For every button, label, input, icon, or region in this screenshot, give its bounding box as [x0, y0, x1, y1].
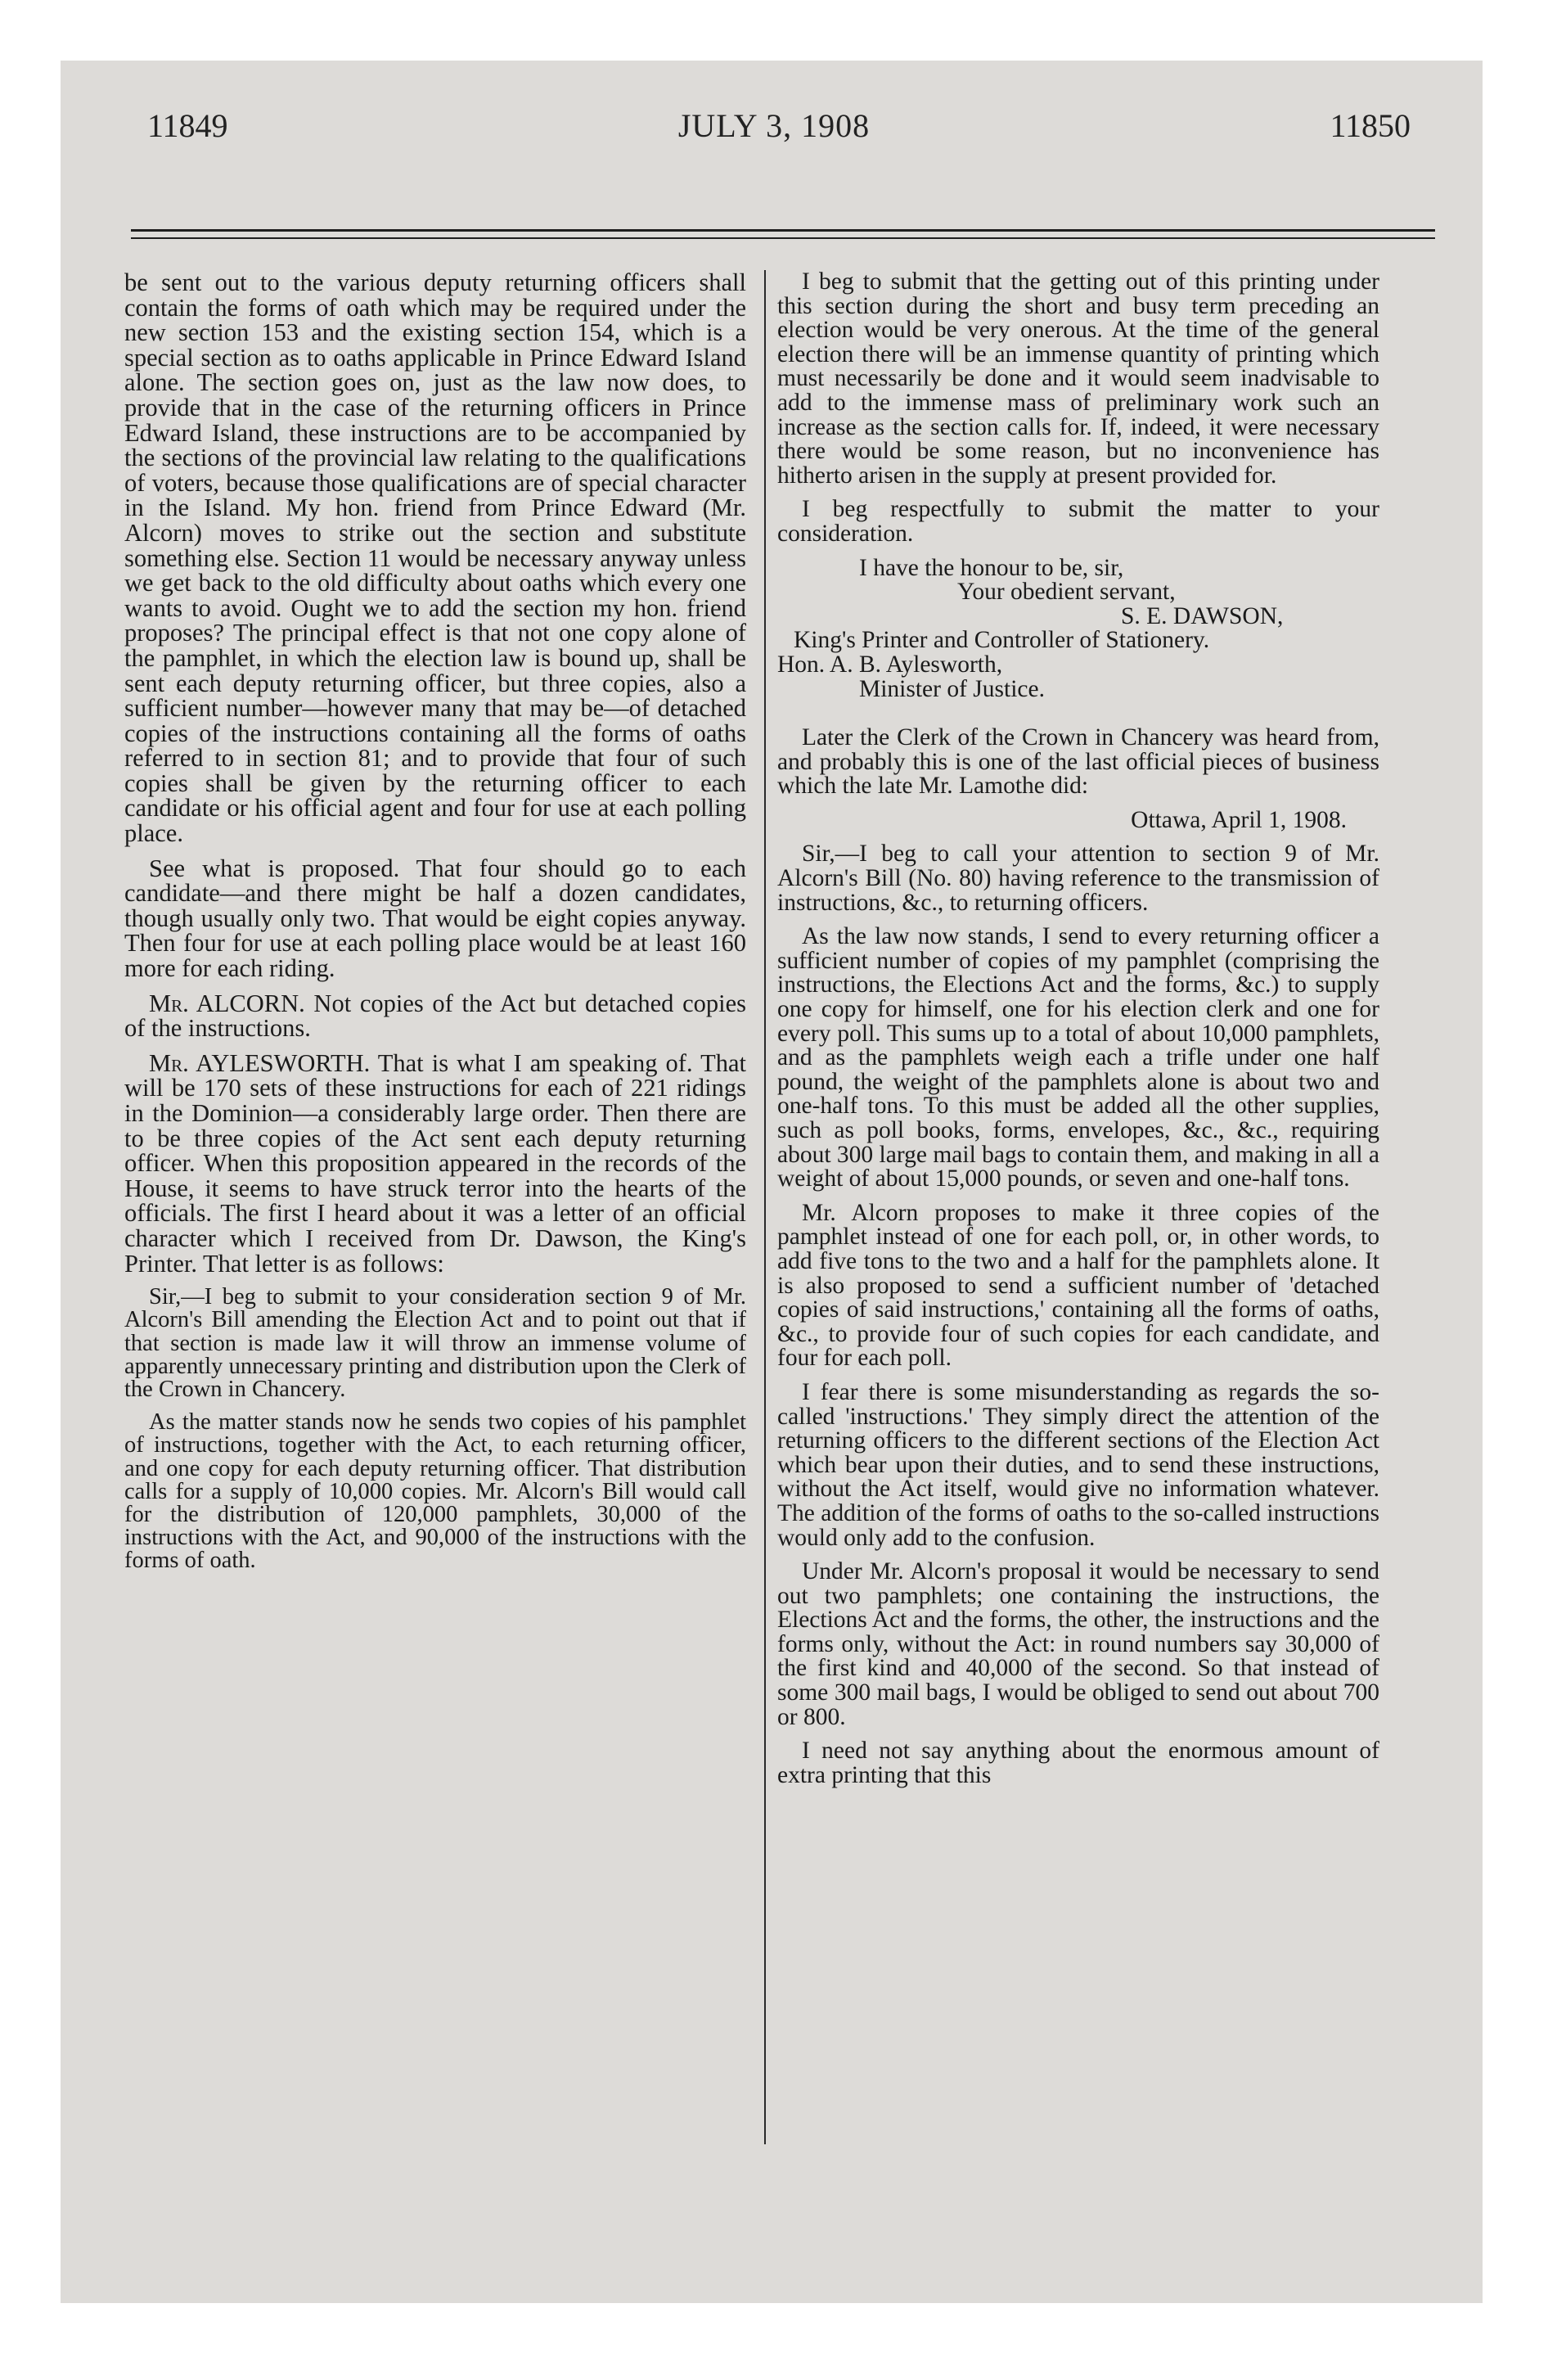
right-column	[777, 270, 1379, 1797]
letter-signature-block	[777, 554, 1379, 702]
letter-paragraph: Sir,—I beg to call your attention to section 9 of Mr. Alcorn's Bill (No. 80) having reference to the transmission of instructions, &c., to returning officers.	[777, 841, 1379, 916]
speech-text: That is what I am speaking of. That will be 170 sets of these instructions for each of 221 ridings in the Dominion—a considerably large order. Then there are to be three copies of the Act sent each deputy returning officer. When this proposition appeared in the records of the House, it seems to have struck terror into the hearts of the officials. The first I heard about it was a letter of an official character which I received from Dr. Dawson, the King's Printer. That letter is as follows:	[124, 1048, 747, 1278]
speech-text: Not copies of the Act but detached copies of the instructions.	[124, 989, 746, 1043]
left-page-number: 11849	[147, 107, 228, 144]
paragraph: See what is proposed. That four should go to each candidate—and there might be half a dozen candidates, though usually only two. That would be eight copies anyway. Then four for use at each polling place would be at least 160 more for each riding.	[124, 854, 746, 983]
speaker-name: Mr. ALCORN.	[149, 989, 305, 1017]
signature: S. E. DAWSON,	[1121, 602, 1284, 629]
issue-date: JULY 3, 1908	[677, 107, 871, 144]
paragraph: be sent out to the various deputy returning officers shall contain the forms of oath which may be required under the new section 153 and the existing section 154, which is a special section as to oaths applicable in Prince Edward Island alone. The section goes on, just as the law now does, to provide that in the case of the returning officers in Prince Edward Island, these instructions are to be accompanied by the sections of the provincial law relating to the qualifications of voters, because those qualifications are of special character in the Island. My hon. friend from Prince Edward (Mr. Alcorn) moves to strike out the section and substitute something else. Section 11 would be necessary anyway unless we get back to the old difficulty about oaths which every one wants to avoid. Ought we to add the section my hon. friend proposes? The principal effect is that not one copy alone of the pamphlet, in which the election law is bound up, shall be sent each deputy returning officer, but three copies, also a sufficient number—however many that may be—of detached copies of the instructions containing all the forms of oaths referred to in section 81; and to provide that four of such copies shall be given by the returning officer to each candidate or his official agent and four for use at each polling place.	[124, 268, 746, 848]
letter-paragraph: Under Mr. Alcorn's proposal it would be necessary to send out two pamphlets; one containing the instructions, the Elections Act and the forms, the other, the instructions and the forms only, without the Act: in round numbers say 30,000 of the first kind and 40,000 of the second. So that instead of some 300 mail bags, I would be obliged to send out about 700 or 800.	[777, 1558, 1379, 1730]
letter-paragraph: I beg to submit that the getting out of this printing under this section during the short and busy term preceding an election would be very onerous. At the time of the general election there will be an immense quantity of printing which must necessarily be done and it would seem inadvisable to add to the immense mass of preliminary work such an increase as the section calls for. If, indeed, it were necessary there would be some reason, but no inconvenience has hitherto arisen in the supply at present provided for.	[777, 268, 1379, 489]
speaker-paragraph	[124, 991, 746, 1041]
letter-paragraph: I fear there is some misunderstanding as regards the so-called 'instructions.' They simply direct the attention of the returning officers to the different sections of the Election Act which bear upon their duties, and to send these instructions, without the Act itself, would give no information whatever. The addition of the forms of oaths to the so-called instructions would only add to the confusion.	[777, 1378, 1379, 1551]
dateline: Ottawa, April 1, 1908.	[1131, 806, 1347, 833]
letter-paragraph: As the matter stands now he sends two copies of his pamphlet of instructions, together with the Act, to each returning officer, and one copy for each deputy returning officer. That distribution calls for a supply of 10,000 copies. Mr. Alcorn's Bill would call for the distribution of 120,000 pamphlets, 30,000 of the instructions with the Act, and 90,000 of the instructions with the forms of oath.	[124, 1409, 746, 1574]
addressee-title: Minister of Justice.	[859, 675, 1045, 702]
right-page-number: 11850	[1330, 107, 1411, 144]
letter-paragraph: I beg respectfully to submit the matter to your consideration.	[777, 496, 1379, 547]
letter-paragraph: Mr. Alcorn proposes to make it three copies of the pamphlet instead of one for each poll, or, in other words, to add five tons to the two and a half for the pamphlets alone. It is also proposed to send a sufficient number of 'detached copies of said instructions,' containing all the forms of oaths, &c., to provide four of such copies for each candidate, and four for each poll.	[777, 1199, 1379, 1372]
addressee: Hon. A. B. Aylesworth,	[777, 651, 1003, 678]
letter-paragraph: As the law now stands, I send to every returning officer a sufficient number of copies of my pamphlet (comprising the instructions, the Elections Act and the forms, &c.) to supply one copy for himself, one for his election clerk and one for every poll. This sums up to a total of about 10,000 pamphlets, and as the pamphlets weigh each a trifle under one half pound, the weight of the pamphlets alone is about two and one-half tons. To this must be added all the other supplies, such as poll books, forms, envelopes, &c., &c., requiring about 300 large mail bags to contain them, and making in all a weight of about 15,000 pounds, or seven and one-half tons.	[777, 923, 1379, 1192]
letter-paragraph: I need not say anything about the enormous amount of extra printing that this	[777, 1738, 1379, 1788]
page-header	[123, 106, 1425, 152]
speaker-name: Mr. AYLESWORTH.	[149, 1048, 371, 1077]
header-rule	[131, 229, 1435, 232]
paragraph: Later the Clerk of the Crown in Chancery was heard from, and probably this is one of the last official pieces of business which the late Mr. Lamothe did:	[777, 724, 1379, 800]
closing-line: I have the honour to be, sir,	[859, 554, 1124, 581]
closing-line: Your obedient servant,	[957, 579, 1176, 606]
header-rule-secondary	[131, 237, 1435, 239]
left-column	[124, 270, 746, 1583]
signature-title: King's Printer and Controller of Stationery.	[794, 627, 1210, 654]
letter-paragraph: Sir,—I beg to submit to your consideration section 9 of Mr. Alcorn's Bill amending the Election Act and to point out that if that section is made law it will throw an immense volume of apparently unnecessary printing and distribution upon the Clerk of the Crown in Chancery.	[124, 1284, 746, 1402]
speaker-paragraph	[124, 1048, 747, 1278]
column-divider	[764, 270, 766, 2144]
